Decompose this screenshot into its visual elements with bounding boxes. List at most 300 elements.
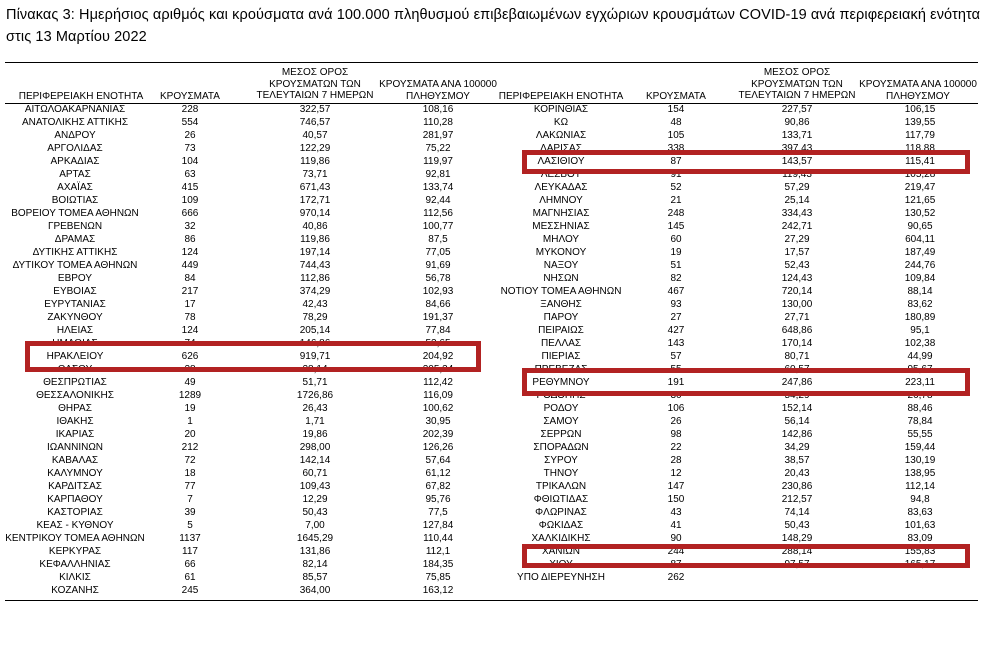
- right-header-avg-line1: ΜΕΣΟΣ ΟΡΟΣ: [763, 67, 831, 78]
- per100k-cell: 604,11: [905, 234, 935, 245]
- avg7d-cell: 60,71: [302, 468, 328, 479]
- region-cell: ΧΙΟΥ: [549, 559, 573, 570]
- region-cell: ΣΑΜΟΥ: [543, 416, 579, 427]
- avg7d-cell: 17,57: [784, 247, 810, 258]
- region-cell: ΑΧΑΪΑΣ: [57, 182, 93, 193]
- region-cell: ΔΥΤΙΚΗΣ ΑΤΤΙΚΗΣ: [32, 247, 118, 258]
- avg7d-cell: 1726,86: [296, 390, 334, 401]
- region-cell: ΜΗΛΟΥ: [542, 234, 580, 245]
- avg7d-cell: 54,29: [784, 390, 810, 401]
- cases-cell: 82: [670, 273, 682, 284]
- region-cell: ΛΕΣΒΟΥ: [540, 169, 582, 180]
- per100k-cell: 101,63: [904, 520, 936, 531]
- region-cell: ΕΥΡΥΤΑΝΙΑΣ: [44, 299, 106, 310]
- avg7d-cell: 671,43: [299, 182, 331, 193]
- right-header-avg: [734, 67, 860, 102]
- per100k-cell: 77,84: [425, 325, 451, 336]
- per100k-cell: 88,14: [907, 286, 933, 297]
- avg7d-cell: 242,71: [781, 221, 813, 232]
- region-cell: ΓΡΕΒΕΝΩΝ: [47, 221, 103, 232]
- region-cell: ΗΛΕΙΑΣ: [56, 325, 94, 336]
- region-cell: ΞΑΝΘΗΣ: [540, 299, 582, 310]
- per100k-cell: 109,84: [904, 273, 936, 284]
- region-cell: ΑΙΤΩΛΟΑΚΑΡΝΑΝΙΑΣ: [24, 104, 126, 115]
- cases-cell: 66: [184, 559, 196, 570]
- avg7d-cell: 19,86: [302, 429, 328, 440]
- avg7d-cell: 212,57: [781, 494, 813, 505]
- avg7d-cell: 50,43: [302, 507, 328, 518]
- right-header-per100k-line1: ΚΡΟΥΣΜΑΤΑ ΑΝΑ 100000: [859, 79, 977, 90]
- per100k-cell: 127,84: [422, 520, 454, 531]
- per100k-cell: 163,12: [422, 585, 454, 596]
- region-cell: ΛΕΥΚΑΔΑΣ: [534, 182, 588, 193]
- table-caption: Πίνακας 3: Ημερήσιος αριθμός και κρούσματα ανά 100.000 πληθυσμού επιβεβαιωμένων εγχώριων κρουσμάτων COVID-19 ανά περιφερειακή ενότητα στις 13 Μαρτίου 2022: [6, 7, 981, 45]
- avg7d-cell: 970,14: [299, 208, 331, 219]
- avg7d-cell: 25,14: [784, 195, 810, 206]
- region-cell: ΝΟΤΙΟΥ ΤΟΜΕΑ ΑΘΗΝΩΝ: [500, 286, 622, 297]
- per100k-cell: 30,95: [425, 416, 451, 427]
- region-cell: ΛΑΡΙΣΑΣ: [540, 143, 582, 154]
- per100k-cell: 106,15: [904, 104, 936, 115]
- region-cell: ΛΑΚΩΝΙΑΣ: [535, 130, 587, 141]
- region-cell: ΠΡΕΒΕΖΑΣ: [534, 364, 588, 375]
- cases-cell: 666: [181, 208, 199, 219]
- cases-cell: 467: [667, 286, 685, 297]
- avg7d-cell: 27,29: [784, 234, 810, 245]
- region-cell: ΣΠΟΡΑΔΩΝ: [533, 442, 589, 453]
- per100k-cell: 119,97: [423, 156, 453, 167]
- avg7d-cell: 230,86: [781, 481, 813, 492]
- per100k-cell: 83,09: [907, 533, 933, 544]
- per100k-cell: 61,12: [425, 468, 451, 479]
- avg7d-cell: 298,00: [299, 442, 331, 453]
- cases-cell: 427: [667, 325, 685, 336]
- per100k-cell: 223,11: [905, 377, 935, 388]
- region-cell: ΖΑΚΥΝΘΟΥ: [47, 312, 103, 323]
- cases-cell: 154: [667, 104, 685, 115]
- avg7d-cell: 152,14: [781, 403, 813, 414]
- left-header-cases: ΚΡΟΥΣΜΑΤΑ: [160, 91, 220, 102]
- region-cell: ΘΕΣΠΡΩΤΙΑΣ: [43, 377, 107, 388]
- cases-cell: 18: [184, 468, 196, 479]
- avg7d-cell: 334,43: [781, 208, 813, 219]
- region-cell: ΚΟΖΑΝΗΣ: [51, 585, 99, 596]
- region-cell: ΙΩΑΝΝΙΝΩΝ: [46, 442, 104, 453]
- region-cell: ΘΕΣΣΑΛΟΝΙΚΗΣ: [36, 390, 114, 401]
- region-cell: ΤΗΝΟΥ: [543, 468, 579, 479]
- cases-cell: 51: [670, 260, 682, 271]
- cases-cell: 143: [667, 338, 685, 349]
- cases-cell: 41: [670, 520, 682, 531]
- cases-cell: 55: [670, 364, 682, 375]
- left-header-per100k-line1: ΚΡΟΥΣΜΑΤΑ ΑΝΑ 100000: [379, 79, 497, 90]
- per100k-cell: 91,69: [425, 260, 451, 271]
- right-header-avg-line3: ΤΕΛΕΥΤΑΙΩΝ 7 ΗΜΕΡΩΝ: [738, 90, 856, 101]
- region-cell: ΕΥΒΟΙΑΣ: [53, 286, 97, 297]
- region-cell: ΜΑΓΝΗΣΙΑΣ: [532, 208, 590, 219]
- per100k-cell: 121,65: [904, 195, 936, 206]
- cases-cell: 19: [184, 403, 196, 414]
- per100k-cell: 112,42: [423, 377, 453, 388]
- avg7d-cell: 720,14: [781, 286, 813, 297]
- per100k-cell: 100,62: [422, 403, 454, 414]
- per100k-cell: 90,65: [907, 221, 933, 232]
- avg7d-cell: 374,29: [299, 286, 331, 297]
- right-header-per100k: [852, 79, 984, 102]
- per100k-cell: 184,35: [422, 559, 454, 570]
- avg7d-cell: 131,86: [299, 546, 331, 557]
- per100k-cell: 102,93: [422, 286, 454, 297]
- avg7d-cell: 122,29: [299, 143, 331, 154]
- avg7d-cell: 130,00: [781, 299, 813, 310]
- per100k-cell: 205,34: [422, 364, 454, 375]
- cases-cell: 28: [184, 364, 196, 375]
- per100k-cell: 67,82: [425, 481, 451, 492]
- per100k-cell: 112,56: [423, 208, 453, 219]
- cases-cell: 49: [184, 377, 196, 388]
- region-cell: ΚΕΝΤΡΙΚΟΥ ΤΟΜΕΑ ΑΘΗΝΩΝ: [5, 533, 145, 544]
- cases-cell: 104: [181, 156, 199, 167]
- region-cell: ΑΡΓΟΛΙΔΑΣ: [47, 143, 103, 154]
- per100k-cell: 83,62: [907, 299, 933, 310]
- region-cell: ΑΡΤΑΣ: [59, 169, 91, 180]
- left-header-per100k-line2: ΠΛΗΘΥΣΜΟΥ: [406, 90, 470, 102]
- cases-cell: 12: [670, 468, 682, 479]
- highlight-box-rethymno: [522, 368, 970, 396]
- per100k-cell: 219,47: [904, 182, 936, 193]
- cases-cell: 26: [670, 416, 682, 427]
- region-cell: ΡΟΔΟΥ: [543, 403, 579, 414]
- cases-cell: 87: [670, 559, 682, 570]
- avg7d-cell: 133,71: [781, 130, 813, 141]
- cases-cell: 105: [667, 130, 685, 141]
- right-header-per100k-line2: ΠΛΗΘΥΣΜΟΥ: [886, 90, 950, 102]
- per100k-cell: 138,95: [904, 468, 936, 479]
- cases-cell: 21: [670, 195, 682, 206]
- cases-cell: 150: [667, 494, 685, 505]
- avg7d-cell: 26,43: [302, 403, 328, 414]
- per100k-cell: 95,1: [910, 325, 930, 336]
- avg7d-cell: 397,43: [781, 143, 813, 154]
- cases-cell: 52: [670, 182, 682, 193]
- cases-cell: 61: [184, 572, 196, 583]
- avg7d-cell: 227,57: [781, 104, 813, 115]
- avg7d-cell: 56,14: [784, 416, 810, 427]
- per100k-cell: 84,66: [425, 299, 451, 310]
- avg7d-cell: 40,57: [302, 130, 328, 141]
- left-header-avg-line2: ΚΡΟΥΣΜΑΤΩΝ ΤΩΝ: [269, 78, 361, 90]
- per100k-cell: 130,19: [904, 455, 936, 466]
- cases-cell: 86: [184, 234, 196, 245]
- cases-cell: 22: [670, 442, 682, 453]
- left-header-region: ΠΕΡΙΦΕΡΕΙΑΚΗ ΕΝΟΤΗΤΑ: [18, 91, 144, 102]
- cases-cell: 27: [670, 312, 682, 323]
- region-cell: ΘΑΣΟΥ: [57, 364, 93, 375]
- region-cell: ΣΥΡΟΥ: [544, 455, 578, 466]
- avg7d-cell: 50,43: [784, 520, 810, 531]
- avg7d-cell: 322,57: [299, 104, 331, 115]
- avg7d-cell: 148,29: [781, 533, 813, 544]
- right-header-region: ΠΕΡΙΦΕΡΕΙΑΚΗ ΕΝΟΤΗΤΑ: [498, 91, 624, 102]
- avg7d-cell: 205,14: [299, 325, 331, 336]
- left-header-per100k: [372, 79, 504, 102]
- region-cell: ΥΠΟ ΔΙΕΡΕΥΝΗΣΗ: [517, 572, 605, 583]
- cases-cell: 73: [184, 143, 196, 154]
- avg7d-cell: 12,29: [302, 494, 328, 505]
- per100k-cell: 116,09: [423, 390, 453, 401]
- cases-cell: 7: [187, 494, 193, 505]
- region-cell: ΑΝΔΡΟΥ: [54, 130, 96, 141]
- cases-cell: 228: [181, 104, 199, 115]
- region-cell: ΜΥΚΟΝΟΥ: [535, 247, 587, 258]
- region-cell: ΙΚΑΡΙΑΣ: [55, 429, 95, 440]
- cases-cell: 93: [670, 299, 682, 310]
- avg7d-cell: 1,71: [305, 416, 325, 427]
- per100k-cell: 92,44: [425, 195, 451, 206]
- avg7d-cell: 28,14: [302, 364, 328, 375]
- region-cell: ΑΝΑΤΟΛΙΚΗΣ ΑΤΤΙΚΗΣ: [21, 117, 129, 128]
- avg7d-cell: 97,57: [784, 559, 810, 570]
- cases-cell: 48: [670, 117, 682, 128]
- cases-cell: 109: [181, 195, 199, 206]
- avg7d-cell: 80,71: [784, 351, 810, 362]
- region-cell: ΣΕΡΡΩΝ: [540, 429, 582, 440]
- region-cell: ΕΒΡΟΥ: [57, 273, 93, 284]
- per100k-cell: 187,49: [904, 247, 936, 258]
- cases-cell: 19: [670, 247, 682, 258]
- avg7d-cell: 124,43: [781, 273, 813, 284]
- cases-cell: 554: [181, 117, 199, 128]
- avg7d-cell: 288,14: [781, 546, 813, 557]
- avg7d-cell: 746,57: [299, 117, 331, 128]
- cases-cell: 415: [181, 182, 199, 193]
- per100k-cell: 126,26: [422, 442, 454, 453]
- cases-cell: 147: [667, 481, 685, 492]
- region-cell: ΚΕΑΣ - ΚΥΘΝΟΥ: [36, 520, 114, 531]
- per100k-cell: 165,17: [904, 559, 936, 570]
- cases-cell: 60: [670, 234, 682, 245]
- region-cell: ΚΑΒΑΛΑΣ: [51, 455, 99, 466]
- per100k-cell: 108,16: [422, 104, 454, 115]
- per100k-cell: 77,5: [428, 507, 448, 518]
- cases-cell: 74: [184, 338, 196, 349]
- region-cell: ΡΕΘΥΜΝΟΥ: [532, 377, 590, 388]
- per100k-cell: 87,5: [428, 234, 448, 245]
- per100k-cell: 281,97: [422, 130, 454, 141]
- per100k-cell: 75,22: [425, 143, 451, 154]
- avg7d-cell: 20,43: [784, 468, 810, 479]
- avg7d-cell: 648,86: [781, 325, 813, 336]
- per100k-cell: 94,8: [910, 494, 930, 505]
- per100k-cell: 115,41: [905, 156, 935, 167]
- avg7d-cell: 27,71: [784, 312, 810, 323]
- avg7d-cell: 78,29: [302, 312, 328, 323]
- region-cell: ΛΗΜΝΟΥ: [539, 195, 583, 206]
- region-cell: ΠΕΙΡΑΙΩΣ: [538, 325, 584, 336]
- avg7d-cell: 247,86: [781, 377, 813, 388]
- region-cell: ΛΑΣΙΘΙΟΥ: [537, 156, 585, 167]
- region-cell: ΒΟΙΩΤΙΑΣ: [51, 195, 99, 206]
- region-cell: ΦΛΩΡΙΝΑΣ: [535, 507, 587, 518]
- cases-cell: 124: [181, 247, 199, 258]
- region-cell: ΒΟΡΕΙΟΥ ΤΟΜΕΑ ΑΘΗΝΩΝ: [11, 208, 139, 219]
- per100k-cell: 204,92: [422, 351, 454, 362]
- cases-cell: 106: [667, 403, 685, 414]
- per100k-cell: 112,14: [905, 481, 935, 492]
- region-cell: ΘΗΡΑΣ: [58, 403, 92, 414]
- cases-cell: 338: [667, 143, 685, 154]
- right-header-avg-line2: ΚΡΟΥΣΜΑΤΩΝ ΤΩΝ: [751, 78, 843, 90]
- per100k-cell: 133,74: [422, 182, 454, 193]
- cases-cell: 78: [184, 312, 196, 323]
- cases-cell: 77: [184, 481, 196, 492]
- per100k-cell: 130,52: [904, 208, 936, 219]
- cases-cell: 87: [670, 156, 682, 167]
- per100k-cell: 139,55: [904, 117, 936, 128]
- per100k-cell: 159,44: [904, 442, 936, 453]
- avg7d-cell: 82,14: [302, 559, 328, 570]
- per100k-cell: 180,89: [904, 312, 936, 323]
- per100k-cell: 110,44: [423, 533, 453, 544]
- cases-cell: 217: [181, 286, 199, 297]
- region-cell: ΗΜΑΘΙΑΣ: [52, 338, 98, 349]
- highlight-box-lasithi: [522, 150, 970, 174]
- per100k-cell: 95,76: [425, 494, 451, 505]
- region-cell: ΚΕΦΑΛΛΗΝΙΑΣ: [39, 559, 111, 570]
- avg7d-cell: 197,14: [299, 247, 331, 258]
- avg7d-cell: 52,43: [784, 260, 810, 271]
- region-cell: ΔΥΤΙΚΟΥ ΤΟΜΕΑ ΑΘΗΝΩΝ: [12, 260, 138, 271]
- per100k-cell: 244,76: [904, 260, 936, 271]
- cases-cell: 244: [667, 546, 685, 557]
- cases-cell: 28: [670, 455, 682, 466]
- region-cell: ΚΑΡΠΑΘΟΥ: [47, 494, 103, 505]
- per100k-cell: 112,1: [425, 546, 451, 557]
- per100k-cell: 77,05: [425, 247, 451, 258]
- cases-cell: 449: [181, 260, 199, 271]
- cases-cell: 72: [184, 455, 196, 466]
- avg7d-cell: 73,71: [302, 169, 328, 180]
- avg7d-cell: 1645,29: [296, 533, 334, 544]
- cases-cell: 57: [670, 351, 682, 362]
- left-header-avg: [252, 67, 378, 102]
- cases-cell: 145: [667, 221, 685, 232]
- region-cell: ΦΩΚΙΔΑΣ: [538, 520, 584, 531]
- cases-cell: 248: [667, 208, 685, 219]
- cases-cell: 39: [184, 507, 196, 518]
- cases-cell: 117: [182, 546, 198, 557]
- region-cell: ΠΑΡΟΥ: [543, 312, 579, 323]
- avg7d-cell: 119,86: [300, 156, 330, 167]
- avg7d-cell: 119,86: [300, 234, 330, 245]
- region-cell: ΠΕΛΛΑΣ: [540, 338, 582, 349]
- cases-cell: 262: [667, 572, 685, 583]
- avg7d-cell: 170,14: [781, 338, 813, 349]
- cases-cell: 20: [184, 429, 196, 440]
- per100k-cell: 88,46: [907, 403, 933, 414]
- region-cell: ΝΗΣΩΝ: [543, 273, 579, 284]
- avg7d-cell: 146,86: [299, 338, 331, 349]
- per100k-cell: 75,85: [425, 572, 451, 583]
- cases-cell: 84: [184, 273, 196, 284]
- highlight-box-heraklion: [25, 341, 481, 372]
- per100k-cell: 118,88: [905, 143, 935, 154]
- region-cell: ΚΑΣΤΟΡΙΑΣ: [47, 507, 103, 518]
- table-bottom-rule: [5, 600, 978, 601]
- region-cell: ΗΡΑΚΛΕΙΟΥ: [46, 351, 104, 362]
- per100k-cell: 52,65: [425, 338, 451, 349]
- per100k-cell: 95,67: [907, 364, 933, 375]
- avg7d-cell: 40,86: [302, 221, 328, 232]
- region-cell: ΚΕΡΚΥΡΑΣ: [48, 546, 102, 557]
- region-cell: ΚΙΛΚΙΣ: [59, 572, 91, 583]
- table-top-rule: [5, 62, 978, 63]
- avg7d-cell: 60,57: [784, 364, 810, 375]
- avg7d-cell: 919,71: [299, 351, 331, 362]
- avg7d-cell: 142,86: [781, 429, 813, 440]
- region-cell: ΝΑΞΟΥ: [543, 260, 579, 271]
- cases-cell: 5: [187, 520, 193, 531]
- avg7d-cell: 172,71: [299, 195, 331, 206]
- left-header-avg-line3: ΤΕΛΕΥΤΑΙΩΝ 7 ΗΜΕΡΩΝ: [256, 90, 374, 101]
- per100k-cell: 102,38: [904, 338, 936, 349]
- cases-cell: 245: [181, 585, 199, 596]
- avg7d-cell: 142,14: [299, 455, 331, 466]
- region-cell: ΧΑΝΙΩΝ: [541, 546, 581, 557]
- cases-cell: 1: [187, 416, 193, 427]
- avg7d-cell: 143,57: [781, 156, 813, 167]
- highlight-box-chania: [522, 544, 970, 568]
- cases-cell: 212: [181, 442, 199, 453]
- per100k-cell: 44,99: [907, 351, 933, 362]
- cases-cell: 63: [184, 169, 196, 180]
- region-cell: ΦΘΙΩΤΙΔΑΣ: [533, 494, 589, 505]
- cases-cell: 1137: [179, 533, 201, 544]
- cases-cell: 91: [670, 169, 682, 180]
- avg7d-cell: 112,86: [300, 273, 330, 284]
- avg7d-cell: 57,29: [784, 182, 810, 193]
- region-cell: ΧΑΛΚΙΔΙΚΗΣ: [531, 533, 591, 544]
- per100k-cell: 155,83: [904, 546, 936, 557]
- cases-cell: 191: [667, 377, 685, 388]
- per100k-cell: 117,79: [905, 130, 935, 141]
- avg7d-cell: 51,71: [302, 377, 328, 388]
- per100k-cell: 202,39: [422, 429, 454, 440]
- cases-cell: 98: [670, 429, 682, 440]
- region-cell: ΤΡΙΚΑΛΩΝ: [535, 481, 587, 492]
- avg7d-cell: 90,86: [784, 117, 810, 128]
- region-cell: ΚΑΡΔΙΤΣΑΣ: [48, 481, 102, 492]
- per100k-cell: 100,77: [422, 221, 454, 232]
- avg7d-cell: 364,00: [299, 585, 331, 596]
- avg7d-cell: 119,43: [782, 169, 812, 180]
- per100k-cell: 78,84: [907, 416, 933, 427]
- region-cell: ΑΡΚΑΔΙΑΣ: [50, 156, 100, 167]
- region-cell: ΙΘΑΚΗΣ: [56, 416, 94, 427]
- region-cell: ΠΙΕΡΙΑΣ: [541, 351, 581, 362]
- cases-cell: 124: [181, 325, 199, 336]
- cases-cell: 626: [181, 351, 199, 362]
- per100k-cell: 57,64: [425, 455, 451, 466]
- per100k-cell: 83,63: [907, 507, 933, 518]
- cases-cell: 1289: [178, 390, 202, 401]
- avg7d-cell: 109,43: [299, 481, 331, 492]
- per100k-cell: 105,28: [904, 169, 936, 180]
- avg7d-cell: 74,14: [784, 507, 810, 518]
- avg7d-cell: 7,00: [305, 520, 325, 531]
- per100k-cell: 55,55: [907, 429, 933, 440]
- region-cell: ΚΩ: [553, 117, 569, 128]
